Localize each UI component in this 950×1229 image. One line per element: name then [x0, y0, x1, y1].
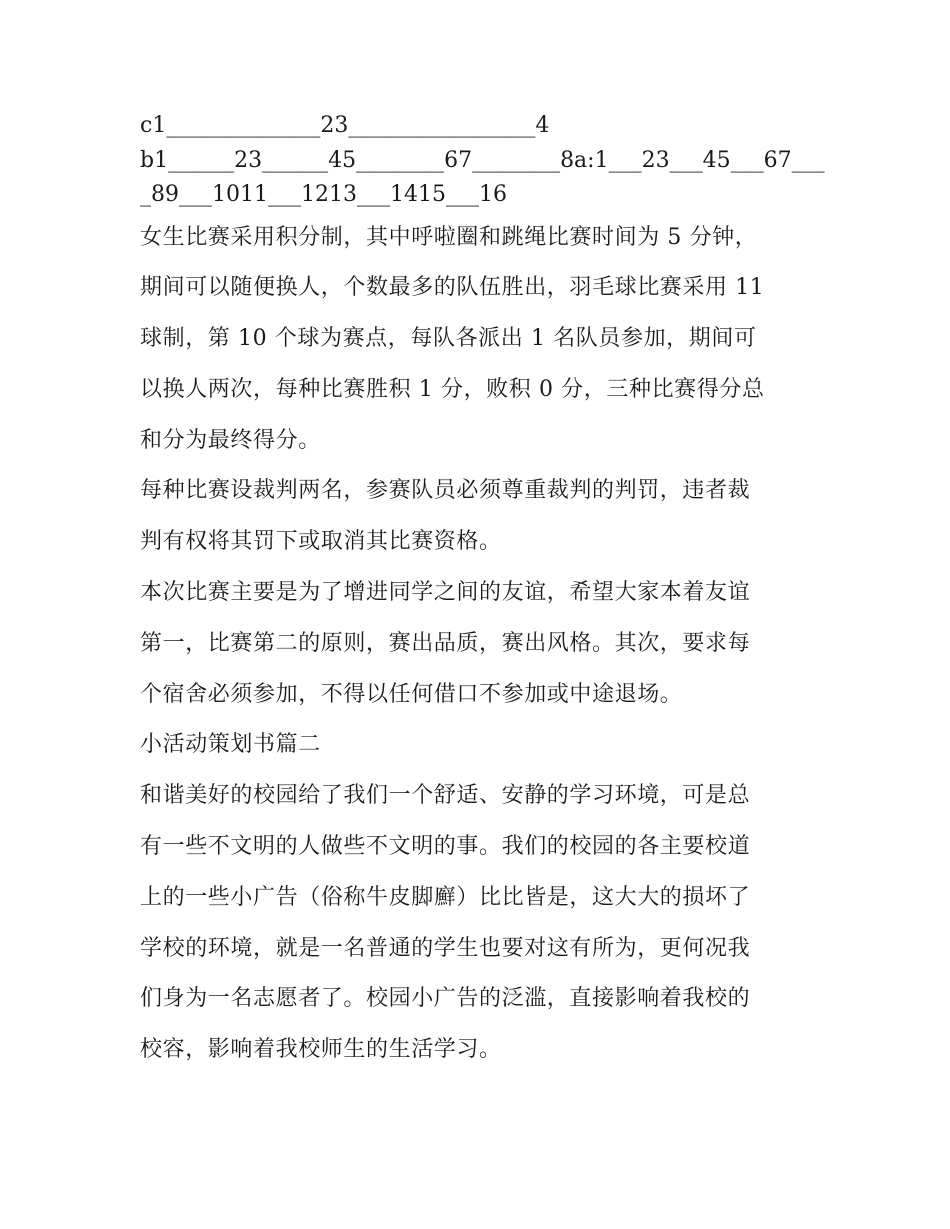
paragraph-line: 个宿舍必须参加，不得以任何借口不参加或中途退场。: [140, 681, 683, 707]
paragraph-line: 们身为一名志愿者了。校园小广告的泛滥，直接影响着我校的: [140, 986, 751, 1012]
score-table-line-b: b1______23______45________67________8a:1___23___45___67___: [140, 147, 825, 173]
paragraph-line: 和谐美好的校园给了我们一个舒适、安静的学习环境，可是总: [140, 783, 751, 809]
paragraph-referees: [140, 466, 820, 568]
paragraph-line: 女生比赛采用积分制，其中呼啦圈和跳绳比赛时间为 5 分钟，: [140, 224, 758, 250]
paragraph-line: 和分为最终得分。: [140, 427, 321, 453]
paragraph-line: 本次比赛主要是为了增进同学之间的友谊，希望大家本着友谊: [140, 580, 751, 606]
paragraph-line: 学校的环境，就是一名普通的学生也要对这有所为，更何况我: [140, 935, 751, 961]
paragraph-line: 有一些不文明的人做些不文明的事。我们的校园的各主要校道: [140, 834, 751, 860]
paragraph-campus-ads: [140, 771, 820, 1076]
paragraph-line: 第一，比赛第二的原则，赛出品质，赛出风格。其次，要求每: [140, 630, 751, 656]
paragraph-purpose: [140, 568, 820, 720]
section-heading: [140, 720, 820, 771]
paragraph-line: 每种比赛设裁判两名，参赛队员必须尊重裁判的判罚，违者裁: [140, 478, 751, 504]
paragraph-line: 球制，第 10 个球为赛点，每队各派出 1 名队员参加，期间可: [140, 326, 757, 352]
document-body: [140, 109, 825, 1076]
paragraph-line: 判有权将其罚下或取消其比赛资格。: [140, 529, 502, 555]
section-title: 小活动策划书篇二: [140, 732, 321, 758]
score-table-line-c: c1______________23_________________4: [140, 113, 550, 138]
paragraph-line: 期间可以随便换人，个数最多的队伍胜出，羽毛球比赛采用 11: [140, 275, 765, 301]
paragraph-line: 上的一些小广告（俗称牛皮脚廯）比比皆是，这大大的损坏了: [140, 884, 751, 910]
score-table-line-continued: _89___1011___1213___1415___16: [140, 182, 507, 207]
paragraph-girls-competition-rules: [140, 213, 820, 467]
paragraph-line: 校容，影响着我校师生的生活学习。: [140, 1037, 502, 1063]
paragraph-line: 以换人两次，每种比赛胜积 1 分，败积 0 分，三种比赛得分总: [140, 376, 765, 402]
